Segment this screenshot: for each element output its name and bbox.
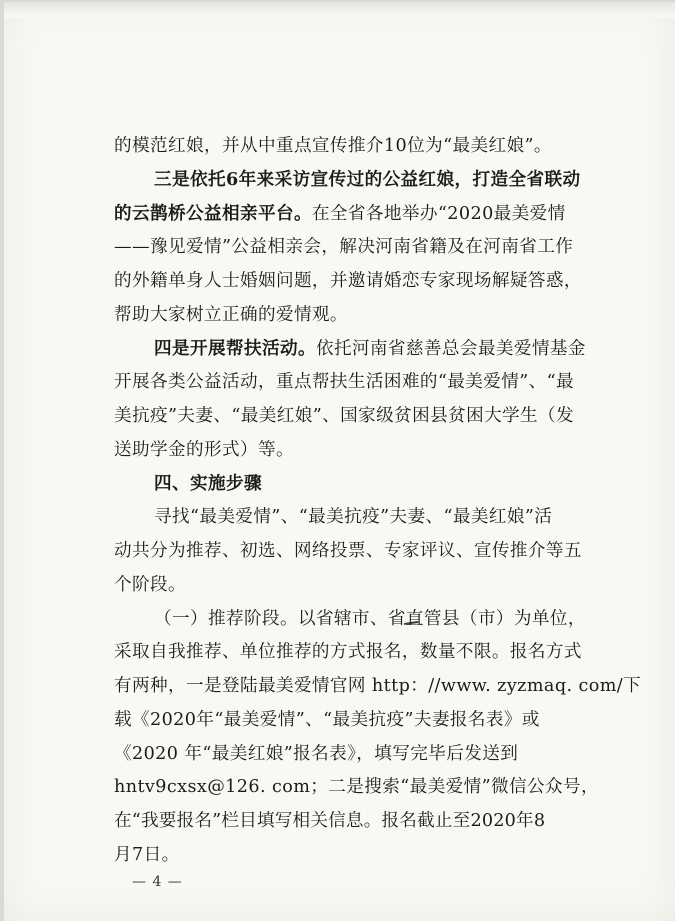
- text-line: 载《2020年“最美爱情”、“最美抗疫”夫妻报名表》或: [114, 709, 540, 730]
- bold-run: 的云鹊桥公益相亲平台。: [114, 202, 312, 224]
- text-line: hntv9cxsx@126. com；二是搜索“最美爱情”微信公众号，: [114, 777, 599, 798]
- text-line-bold: 三是依托6年来采访宣传过的公益红娘，打造全省联动: [154, 168, 581, 190]
- text-line: [154, 338, 674, 360]
- text-line: 采取自我推荐、单位推荐的方式报名，数量不限。报名方式: [114, 642, 582, 663]
- text-line: （一）推荐阶段。以省辖市、省直管县（市）为单位，: [154, 608, 586, 629]
- text-line: 的外籍单身人士婚姻问题，并邀请婚恋专家现场解疑答惑，: [114, 271, 582, 292]
- text-line: 月7日。: [114, 845, 180, 865]
- bold-run: 四是开展帮扶活动。: [154, 337, 316, 359]
- text-line: 个阶段。: [114, 574, 186, 595]
- document-page: [4, 2, 675, 921]
- text-line: 有两种，一是登陆最美爱情官网 http：//www. zyzmaq. com/下: [114, 676, 642, 697]
- text-line: 美抗疫”夫妻、“最美红娘”、国家级贫困县贫困大学生（发: [114, 406, 575, 427]
- scan-top-edge: [4, 2, 675, 18]
- text-run: 依托河南省慈善总会最美爱情基金: [315, 338, 586, 359]
- section-heading: 四、实施步骤: [154, 473, 262, 494]
- text-run: 在全省各地举办“2020最美爱情: [311, 203, 566, 224]
- text-line: 开展各类公益活动，重点帮扶生活困难的“最美爱情”、“最: [114, 372, 575, 393]
- text-line: [114, 203, 674, 225]
- page-number: — 4 —: [132, 874, 183, 890]
- text-line: 在“我要报名”栏目填写相关信息。报名截止至2020年8: [114, 811, 546, 832]
- text-line: 送助学金的形式）等。: [114, 439, 294, 460]
- text-line: 《2020 年“最美红娘”报名表》，填写完毕后发送到: [114, 743, 519, 764]
- text-line: 寻找“最美爱情”、“最美抗疫”夫妻、“最美红娘”活: [154, 507, 553, 528]
- text-line: ——豫见爱情”公益相亲会，解决河南省籍及在河南省工作: [114, 237, 574, 258]
- text-line: 的模范红娘，并从中重点宣传推介10位为“最美红娘”。: [114, 136, 552, 156]
- text-line: 帮助大家树立正确的爱情观。: [114, 304, 348, 325]
- text-line: 动共分为推荐、初选、网络投票、专家评议、宣传推介等五: [114, 541, 582, 562]
